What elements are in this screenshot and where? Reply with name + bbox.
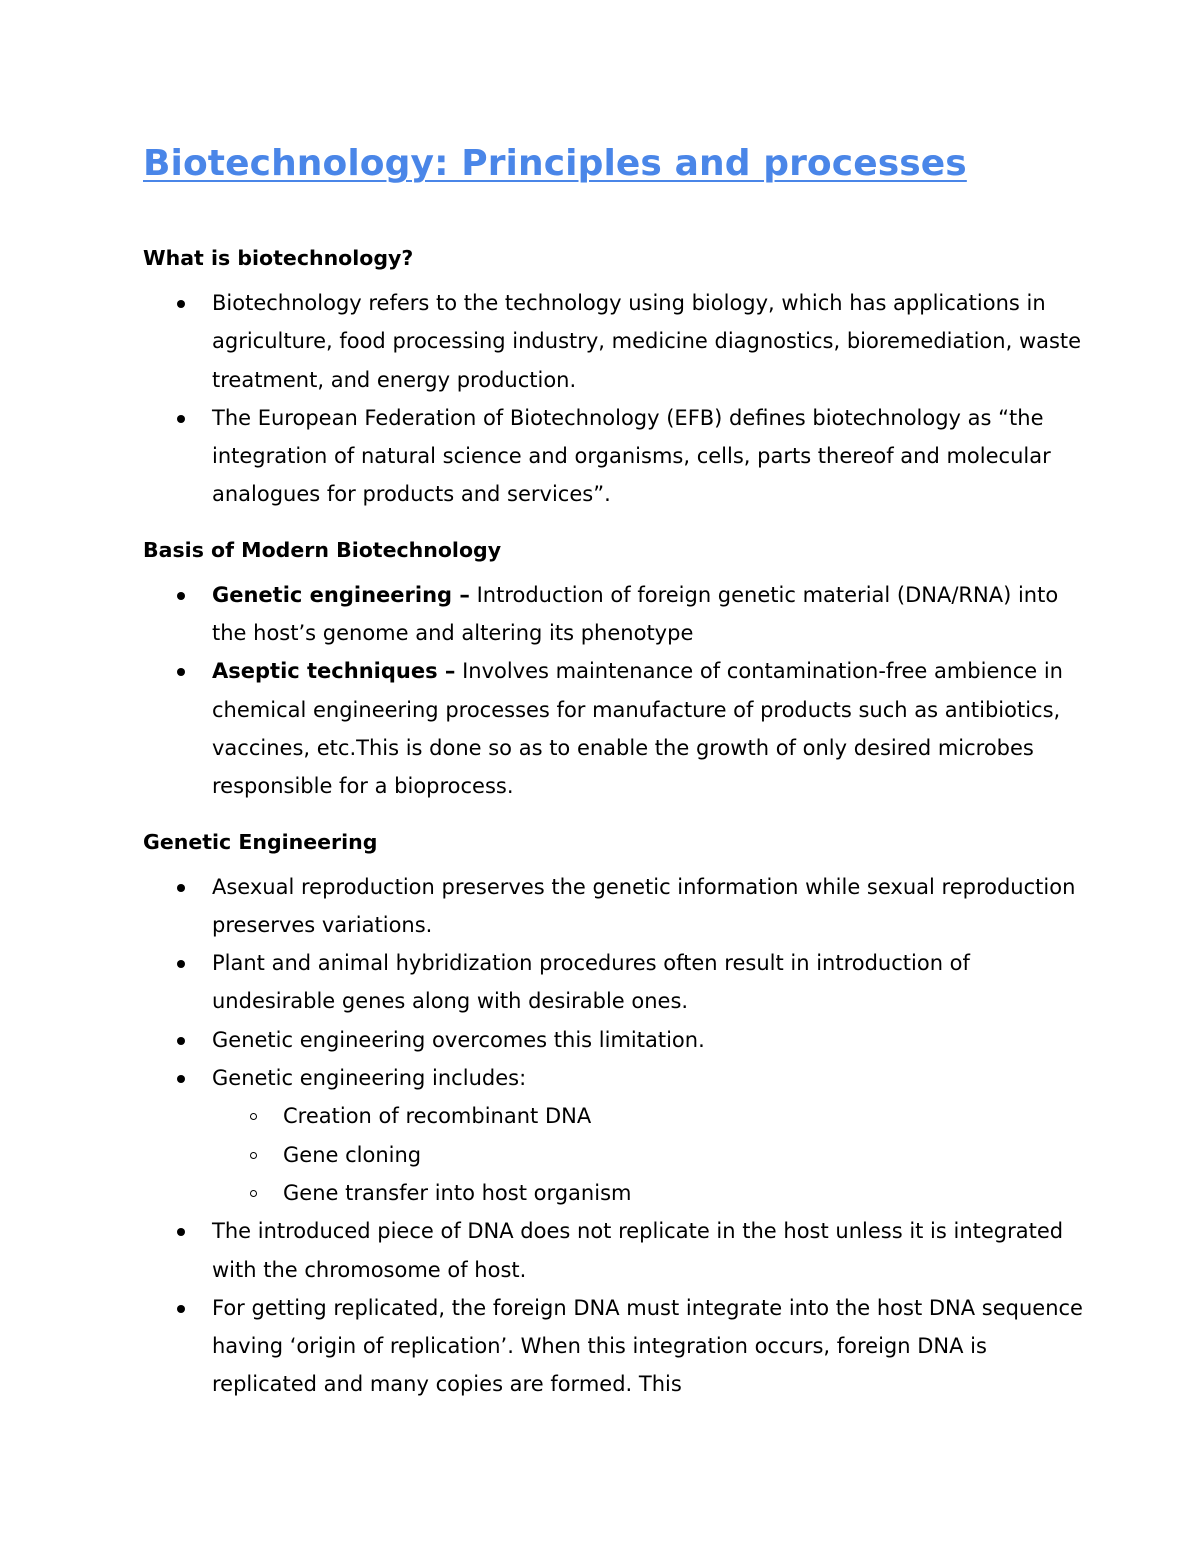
list-item [143,1059,1083,1212]
bullet-list [143,284,1083,514]
bullet-dot-icon [177,960,185,968]
page-title: Biotechnology: Principles and processes [143,143,967,184]
section-heading-basis-of-modern-biotechnology: Basis of Modern Biotechnology [143,537,502,562]
list-item [143,652,1083,805]
section-heading-what-is-biotechnology: What is biotechnology? [143,246,414,270]
section-heading-genetic-engineering: Genetic Engineering [143,829,378,854]
bullet-dot-icon [177,415,185,423]
bullet-dot-icon [177,1075,185,1083]
bullet-dot-icon [177,1037,185,1045]
list-item-text: The European Federation of Biotechnology (EFB) defines biotechnology as “the integration of natural science and organisms, cells, parts thereof and molecular analogues for products and services”. [212,405,1051,507]
document-content [143,138,1083,1404]
bullet-list [143,868,1083,1404]
bullet-dot-icon [177,592,185,600]
list-item-text: Introduction of foreign genetic material (DNA/RNA) into the host’s genome and altering its phenotype [212,582,1059,646]
list-item-text: Plant and animal hybridization procedures often result in introduction of undesirable genes along with desirable ones. [212,951,970,1014]
list-item-text: Asexual reproduction preserves the genetic information while sexual reproduction preserves variations. [212,874,1076,937]
list-item-text: Involves maintenance of contamination-free ambience in chemical engineering processes for manufacture of products such as antibiotics, vaccines, etc.This is done so as to enable the growth of only desired microbes responsible for a bioprocess. [212,659,1063,799]
list-item [143,399,1083,514]
sub-list-item [143,1097,1083,1135]
bullet-circle-icon [250,1113,257,1120]
bullet-circle-icon [250,1152,257,1159]
list-item [143,284,1083,399]
list-item-text: The introduced piece of DNA does not replicate in the host unless it is integrated with the chromosome of host. [212,1219,1064,1282]
bullet-circle-icon [250,1190,257,1197]
list-item [143,1212,1083,1289]
sub-list-item-text: Gene cloning [283,1142,422,1167]
bullet-dot-icon [177,300,185,308]
sub-bullet-list [143,1097,1083,1212]
sub-list-item [143,1174,1083,1212]
list-item [143,868,1083,945]
bullet-dot-icon [177,668,185,676]
bullet-list [143,576,1083,806]
sub-list-item-text: Creation of recombinant DNA [283,1104,592,1129]
bullet-dot-icon [177,1305,185,1313]
list-item [143,1289,1083,1404]
list-item [143,944,1083,1021]
list-item [143,576,1083,653]
list-item-text: Genetic engineering includes: [212,1066,527,1091]
sub-list-item-text: Gene transfer into host organism [283,1180,632,1205]
list-item-term: Aseptic techniques – [212,659,456,684]
bullet-dot-icon [177,884,185,892]
list-item-text: Genetic engineering overcomes this limitation. [212,1027,705,1052]
list-item-text: Biotechnology refers to the technology using biology, which has applications in agriculture, food processing industry, medicine diagnostics, bioremediation, waste treatment, and energy production. [212,291,1082,392]
list-item [143,1021,1083,1059]
bullet-dot-icon [177,1228,185,1236]
list-item-term: Genetic engineering – [212,582,470,607]
sub-list-item [143,1136,1083,1174]
list-item-text: For getting replicated, the foreign DNA must integrate into the host DNA sequence having ‘origin of replication’. When this integration occurs, foreign DNA is replicated and many copies are formed. This [212,1295,1083,1397]
